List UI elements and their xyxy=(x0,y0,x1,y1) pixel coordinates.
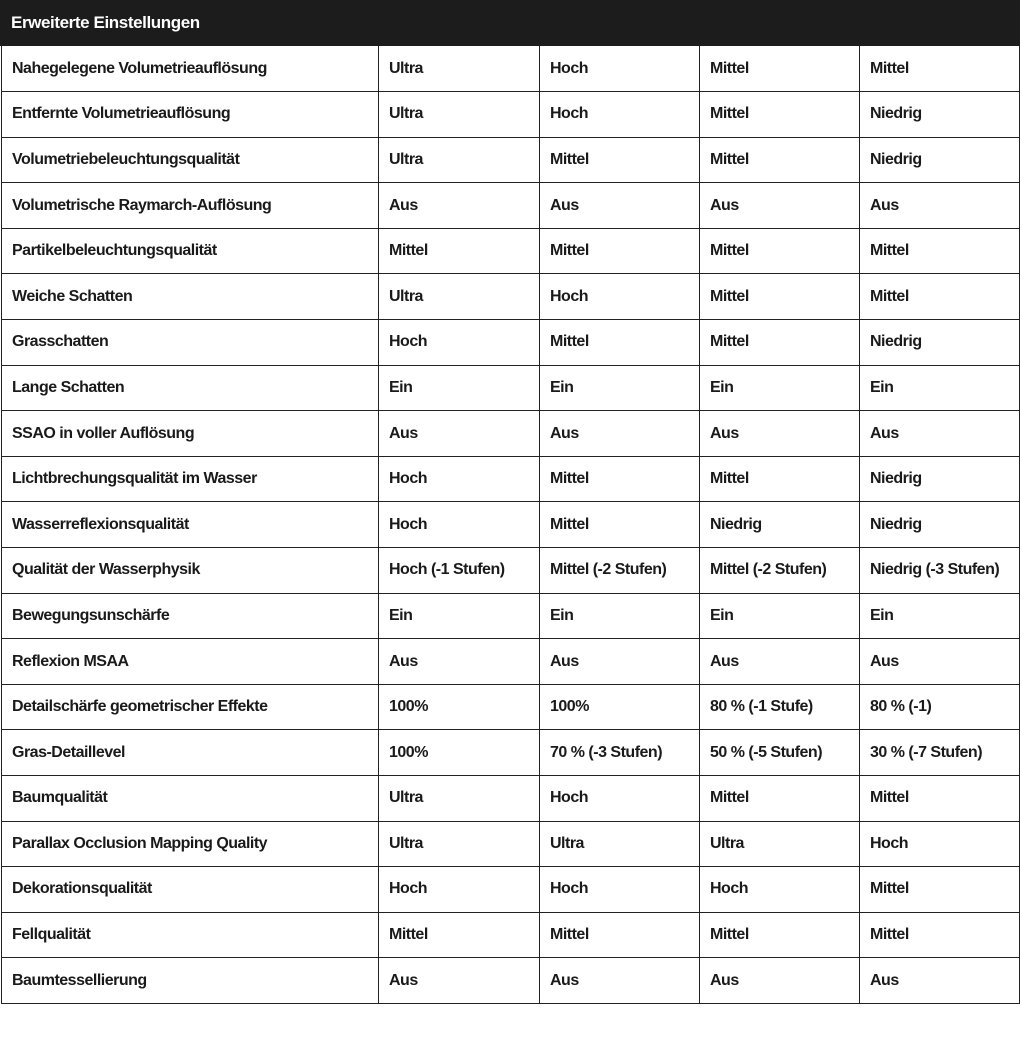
preset-value-cell: Niedrig (-3 Stufen) xyxy=(860,548,1020,594)
preset-value-cell: Mittel xyxy=(700,320,860,366)
preset-value-cell: Ein xyxy=(379,365,540,411)
preset-value-cell: Hoch (-1 Stufen) xyxy=(379,548,540,594)
setting-name-cell: SSAO in voller Auflösung xyxy=(2,411,379,457)
table-row xyxy=(2,867,1020,913)
preset-value-cell: Mittel xyxy=(540,320,700,366)
preset-value-cell: Mittel xyxy=(860,912,1020,958)
setting-name-cell: Dekorationsqualität xyxy=(2,867,379,913)
preset-value-cell: Aus xyxy=(379,639,540,685)
table-row xyxy=(2,684,1020,730)
preset-value-cell: Mittel xyxy=(860,867,1020,913)
preset-value-cell: Ein xyxy=(700,365,860,411)
preset-value-cell: Mittel xyxy=(700,46,860,92)
preset-value-cell: 50 % (-5 Stufen) xyxy=(700,730,860,776)
preset-value-cell: Niedrig xyxy=(700,502,860,548)
preset-value-cell: Ein xyxy=(860,593,1020,639)
preset-value-cell: Niedrig xyxy=(860,137,1020,183)
preset-value-cell: Hoch xyxy=(379,867,540,913)
table-row xyxy=(2,776,1020,822)
setting-name-cell: Partikelbeleuchtungsqualität xyxy=(2,228,379,274)
table-row xyxy=(2,365,1020,411)
preset-value-cell: Ultra xyxy=(700,821,860,867)
preset-value-cell: Mittel xyxy=(860,228,1020,274)
preset-value-cell: Ein xyxy=(540,593,700,639)
setting-name-cell: Gras-Detaillevel xyxy=(2,730,379,776)
setting-name-cell: Baumtessellierung xyxy=(2,958,379,1004)
table-row xyxy=(2,183,1020,229)
preset-value-cell: Mittel xyxy=(700,137,860,183)
preset-value-cell: 100% xyxy=(540,684,700,730)
preset-value-cell: Mittel xyxy=(540,228,700,274)
preset-value-cell: Mittel xyxy=(860,46,1020,92)
preset-value-cell: Mittel xyxy=(540,137,700,183)
table-row xyxy=(2,92,1020,138)
preset-value-cell: 70 % (-3 Stufen) xyxy=(540,730,700,776)
setting-name-cell: Fellqualität xyxy=(2,912,379,958)
preset-value-cell: Hoch xyxy=(540,867,700,913)
table-row xyxy=(2,912,1020,958)
setting-name-cell: Lichtbrechungsqualität im Wasser xyxy=(2,456,379,502)
preset-value-cell: Mittel xyxy=(700,274,860,320)
table-row xyxy=(2,274,1020,320)
preset-value-cell: Mittel xyxy=(860,274,1020,320)
preset-value-cell: Hoch xyxy=(540,92,700,138)
preset-value-cell: 100% xyxy=(379,730,540,776)
preset-value-cell: Ultra xyxy=(379,821,540,867)
preset-value-cell: Aus xyxy=(379,411,540,457)
preset-value-cell: Hoch xyxy=(700,867,860,913)
preset-value-cell: Aus xyxy=(700,958,860,1004)
setting-name-cell: Grasschatten xyxy=(2,320,379,366)
preset-value-cell: 30 % (-7 Stufen) xyxy=(860,730,1020,776)
preset-value-cell: Hoch xyxy=(379,456,540,502)
preset-value-cell: Ein xyxy=(860,365,1020,411)
preset-value-cell: 80 % (-1 Stufe) xyxy=(700,684,860,730)
settings-table-body xyxy=(2,46,1020,1003)
preset-value-cell: Aus xyxy=(540,411,700,457)
preset-value-cell: Mittel xyxy=(700,92,860,138)
preset-value-cell: Mittel xyxy=(700,228,860,274)
preset-value-cell: Aus xyxy=(860,639,1020,685)
preset-value-cell: Niedrig xyxy=(860,456,1020,502)
preset-value-cell: Niedrig xyxy=(860,320,1020,366)
preset-value-cell: Mittel xyxy=(379,228,540,274)
preset-value-cell: Ein xyxy=(540,365,700,411)
table-row xyxy=(2,228,1020,274)
setting-name-cell: Bewegungsunschärfe xyxy=(2,593,379,639)
preset-value-cell: Mittel xyxy=(700,776,860,822)
table-row xyxy=(2,821,1020,867)
preset-value-cell: Aus xyxy=(379,183,540,229)
preset-value-cell: Hoch xyxy=(379,320,540,366)
preset-value-cell: Aus xyxy=(860,411,1020,457)
table-row xyxy=(2,639,1020,685)
preset-value-cell: Ultra xyxy=(379,92,540,138)
preset-value-cell: Hoch xyxy=(379,502,540,548)
setting-name-cell: Weiche Schatten xyxy=(2,274,379,320)
preset-value-cell: Mittel xyxy=(540,456,700,502)
preset-value-cell: Aus xyxy=(379,958,540,1004)
table-row xyxy=(2,46,1020,92)
table-row xyxy=(2,593,1020,639)
table-row xyxy=(2,502,1020,548)
table-row xyxy=(2,548,1020,594)
setting-name-cell: Volumetriebeleuchtungsqualität xyxy=(2,137,379,183)
table-row xyxy=(2,958,1020,1004)
preset-value-cell: Hoch xyxy=(540,776,700,822)
preset-value-cell: Aus xyxy=(540,183,700,229)
preset-value-cell: Niedrig xyxy=(860,92,1020,138)
preset-value-cell: Aus xyxy=(860,183,1020,229)
setting-name-cell: Volumetrische Raymarch-Auflösung xyxy=(2,183,379,229)
setting-name-cell: Reflexion MSAA xyxy=(2,639,379,685)
setting-name-cell: Detailschärfe geometrischer Effekte xyxy=(2,684,379,730)
preset-value-cell: Ultra xyxy=(379,46,540,92)
setting-name-cell: Baumqualität xyxy=(2,776,379,822)
preset-value-cell: Mittel (-2 Stufen) xyxy=(540,548,700,594)
setting-name-cell: Nahegelegene Volumetrieauflösung xyxy=(2,46,379,92)
preset-value-cell: Aus xyxy=(700,639,860,685)
preset-value-cell: Aus xyxy=(860,958,1020,1004)
preset-value-cell: Aus xyxy=(700,183,860,229)
preset-value-cell: Aus xyxy=(540,958,700,1004)
preset-value-cell: Ein xyxy=(700,593,860,639)
preset-value-cell: Hoch xyxy=(860,821,1020,867)
setting-name-cell: Lange Schatten xyxy=(2,365,379,411)
preset-value-cell: Aus xyxy=(540,639,700,685)
setting-name-cell: Qualität der Wasserphysik xyxy=(2,548,379,594)
preset-value-cell: Niedrig xyxy=(860,502,1020,548)
preset-value-cell: Ultra xyxy=(379,776,540,822)
preset-value-cell: Mittel xyxy=(540,502,700,548)
preset-value-cell: Hoch xyxy=(540,46,700,92)
setting-name-cell: Entfernte Volumetrieauflösung xyxy=(2,92,379,138)
preset-value-cell: Ein xyxy=(379,593,540,639)
preset-value-cell: Ultra xyxy=(540,821,700,867)
preset-value-cell: 100% xyxy=(379,684,540,730)
preset-value-cell: Mittel xyxy=(379,912,540,958)
table-header: Erweiterte Einstellungen xyxy=(0,0,1020,46)
table-row xyxy=(2,320,1020,366)
table-row xyxy=(2,456,1020,502)
preset-value-cell: Mittel xyxy=(700,456,860,502)
preset-value-cell: Ultra xyxy=(379,137,540,183)
preset-value-cell: Mittel xyxy=(700,912,860,958)
preset-value-cell: 80 % (-1) xyxy=(860,684,1020,730)
setting-name-cell: Wasserreflexionsqualität xyxy=(2,502,379,548)
preset-value-cell: Mittel xyxy=(540,912,700,958)
preset-value-cell: Hoch xyxy=(540,274,700,320)
table-row xyxy=(2,730,1020,776)
setting-name-cell: Parallax Occlusion Mapping Quality xyxy=(2,821,379,867)
table-row xyxy=(2,137,1020,183)
preset-value-cell: Aus xyxy=(700,411,860,457)
preset-value-cell: Ultra xyxy=(379,274,540,320)
preset-value-cell: Mittel xyxy=(860,776,1020,822)
table-row xyxy=(2,411,1020,457)
settings-table xyxy=(1,46,1020,1004)
preset-value-cell: Mittel (-2 Stufen) xyxy=(700,548,860,594)
